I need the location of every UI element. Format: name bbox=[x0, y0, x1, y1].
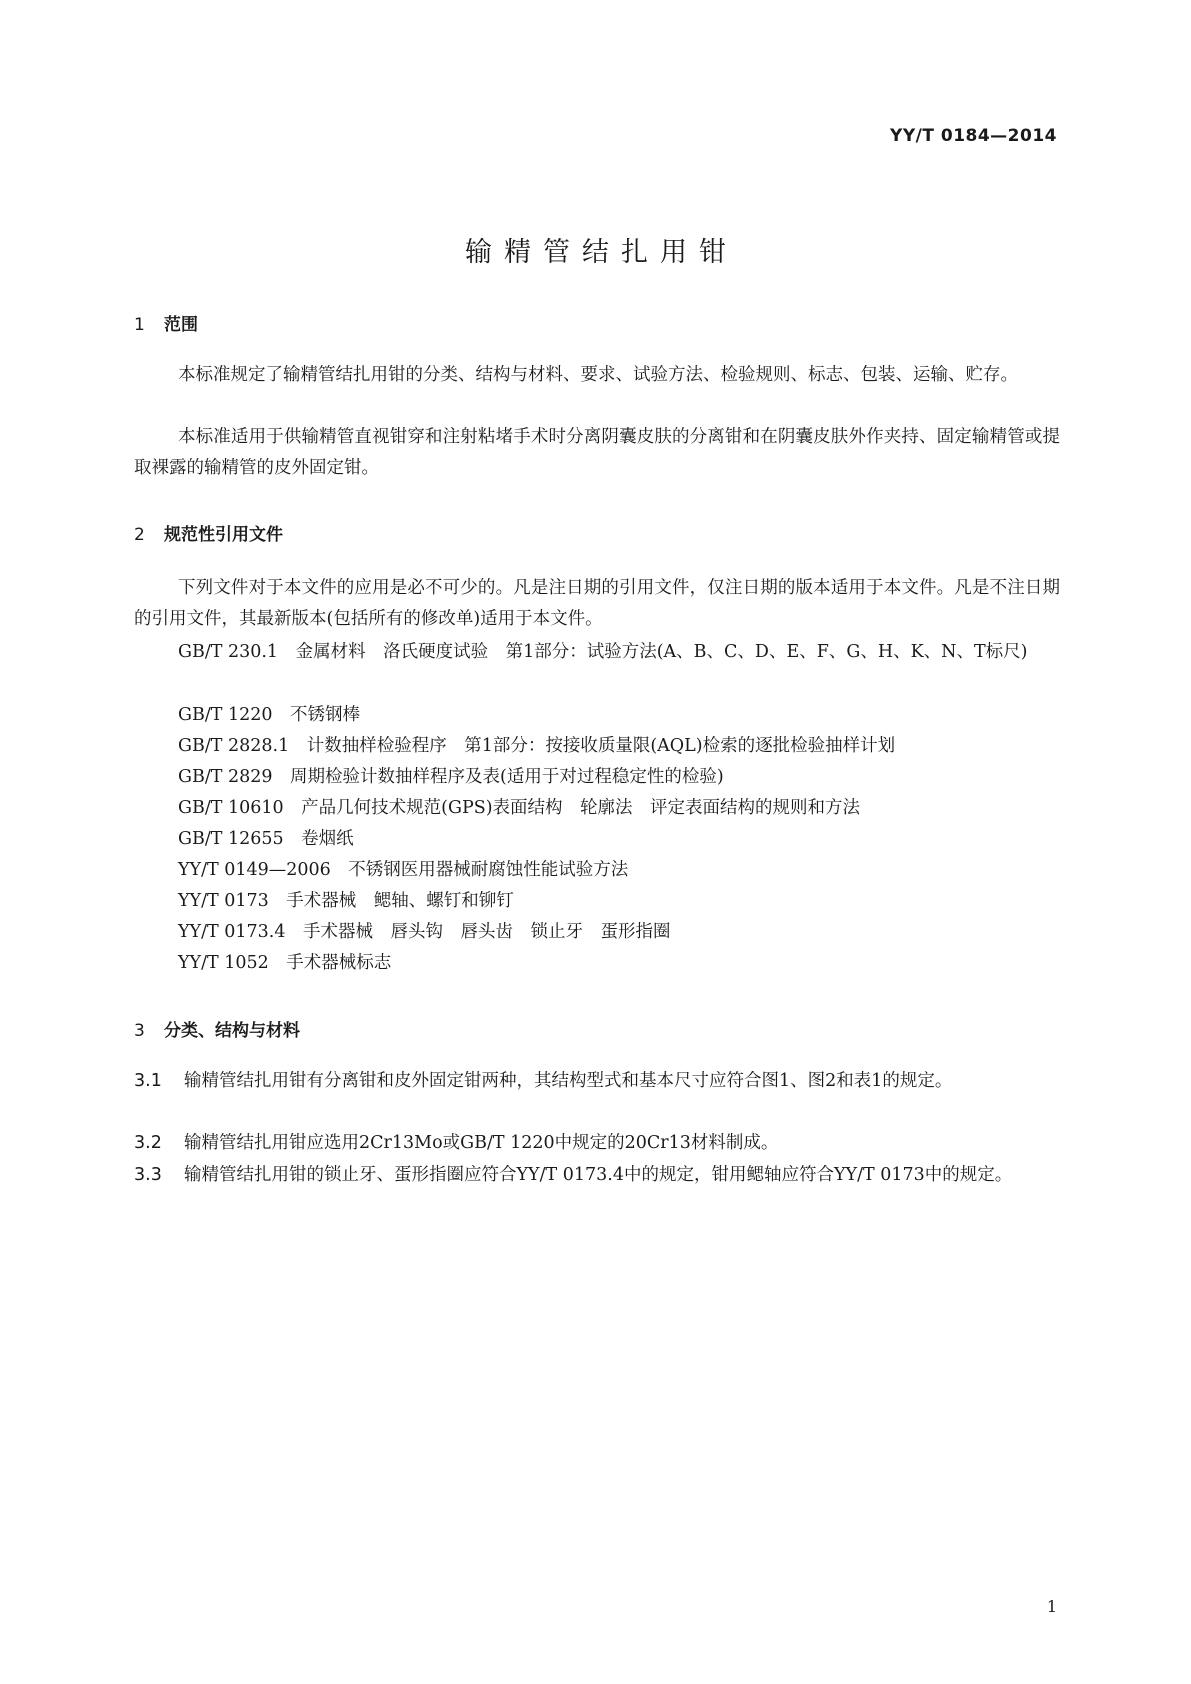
references-intro: 下列文件对于本文件的应用是必不可少的。凡是注日期的引用文件，仅注日期的版本适用于本文件。凡是不注日期的引用文件，其最新版本(包括所有的修改单)适用于本文件。 bbox=[134, 578, 1060, 629]
scope-paragraph-2: 本标准适用于供输精管直视钳穿和注射粘堵手术时分离阴囊皮肤的分离钳和在阴囊皮肤外作夹持、固定输精管或提取裸露的输精管的皮外固定钳。 bbox=[134, 427, 1060, 478]
clause-3-2 bbox=[134, 1128, 1060, 1159]
reference-item: GB/T 2828.1 计数抽样检验程序 第1部分：按接收质量限(AQL)检索的逐批检验抽样计划 bbox=[178, 736, 896, 756]
reference-item: YY/T 1052 手术器械标志 bbox=[178, 953, 392, 973]
reference-item: GB/T 1220 不锈钢棒 bbox=[178, 705, 361, 725]
page-number: 1 bbox=[1046, 1597, 1057, 1616]
reference-item: GB/T 10610 产品几何技术规范(GPS)表面结构 轮廓法 评定表面结构的规则和方法 bbox=[178, 798, 861, 818]
reference-item: GB/T 2829 周期检验计数抽样程序及表(适用于对过程稳定性的检验) bbox=[178, 767, 724, 787]
section-1-heading bbox=[134, 310, 198, 335]
section-number: 2 bbox=[134, 525, 145, 545]
clause-text: 输精管结扎用钳的锁止牙、蛋形指圈应符合YY/T 0173.4中的规定，钳用鳃轴应符合YY/T 0173中的规定。 bbox=[184, 1165, 1013, 1185]
clause-number: 3.1 bbox=[134, 1071, 162, 1091]
section-3-heading bbox=[134, 1016, 300, 1041]
clause-number: 3.2 bbox=[134, 1133, 162, 1153]
reference-item: GB/T 12655 卷烟纸 bbox=[178, 829, 354, 849]
reference-item: YY/T 0173 手术器械 鳃轴、螺钉和铆钉 bbox=[178, 891, 514, 911]
section-number: 3 bbox=[134, 1021, 145, 1041]
reference-item: YY/T 0173.4 手术器械 唇头钩 唇头齿 锁止牙 蛋形指圈 bbox=[178, 922, 671, 942]
clause-3-3 bbox=[134, 1160, 1060, 1191]
document-code: YY/T 0184—2014 bbox=[890, 126, 1057, 146]
clause-text: 输精管结扎用钳应选用2Cr13Mo或GB/T 1220中规定的20Cr13材料制成。 bbox=[184, 1133, 779, 1153]
section-number: 1 bbox=[134, 315, 145, 335]
clause-number: 3.3 bbox=[134, 1165, 162, 1185]
reference-item: YY/T 0149—2006 不锈钢医用器械耐腐蚀性能试验方法 bbox=[178, 860, 629, 880]
reference-item: GB/T 230.1 金属材料 洛氏硬度试验 第1部分：试验方法(A、B、C、D、E、F、G、H、K、N、T标尺) bbox=[178, 642, 1028, 662]
section-title: 规范性引用文件 bbox=[164, 525, 283, 545]
scope-paragraph-1: 本标准规定了输精管结扎用钳的分类、结构与材料、要求、试验方法、检验规则、标志、包装、运输、贮存。 bbox=[178, 365, 1018, 385]
section-title: 分类、结构与材料 bbox=[164, 1021, 300, 1041]
clause-3-1 bbox=[134, 1066, 1060, 1097]
document-title: 输精管结扎用钳 bbox=[465, 237, 738, 268]
section-title: 范围 bbox=[164, 315, 198, 335]
clause-text: 输精管结扎用钳有分离钳和皮外固定钳两种，其结构型式和基本尺寸应符合图1、图2和表1的规定。 bbox=[184, 1071, 953, 1091]
section-2-heading bbox=[134, 520, 283, 545]
